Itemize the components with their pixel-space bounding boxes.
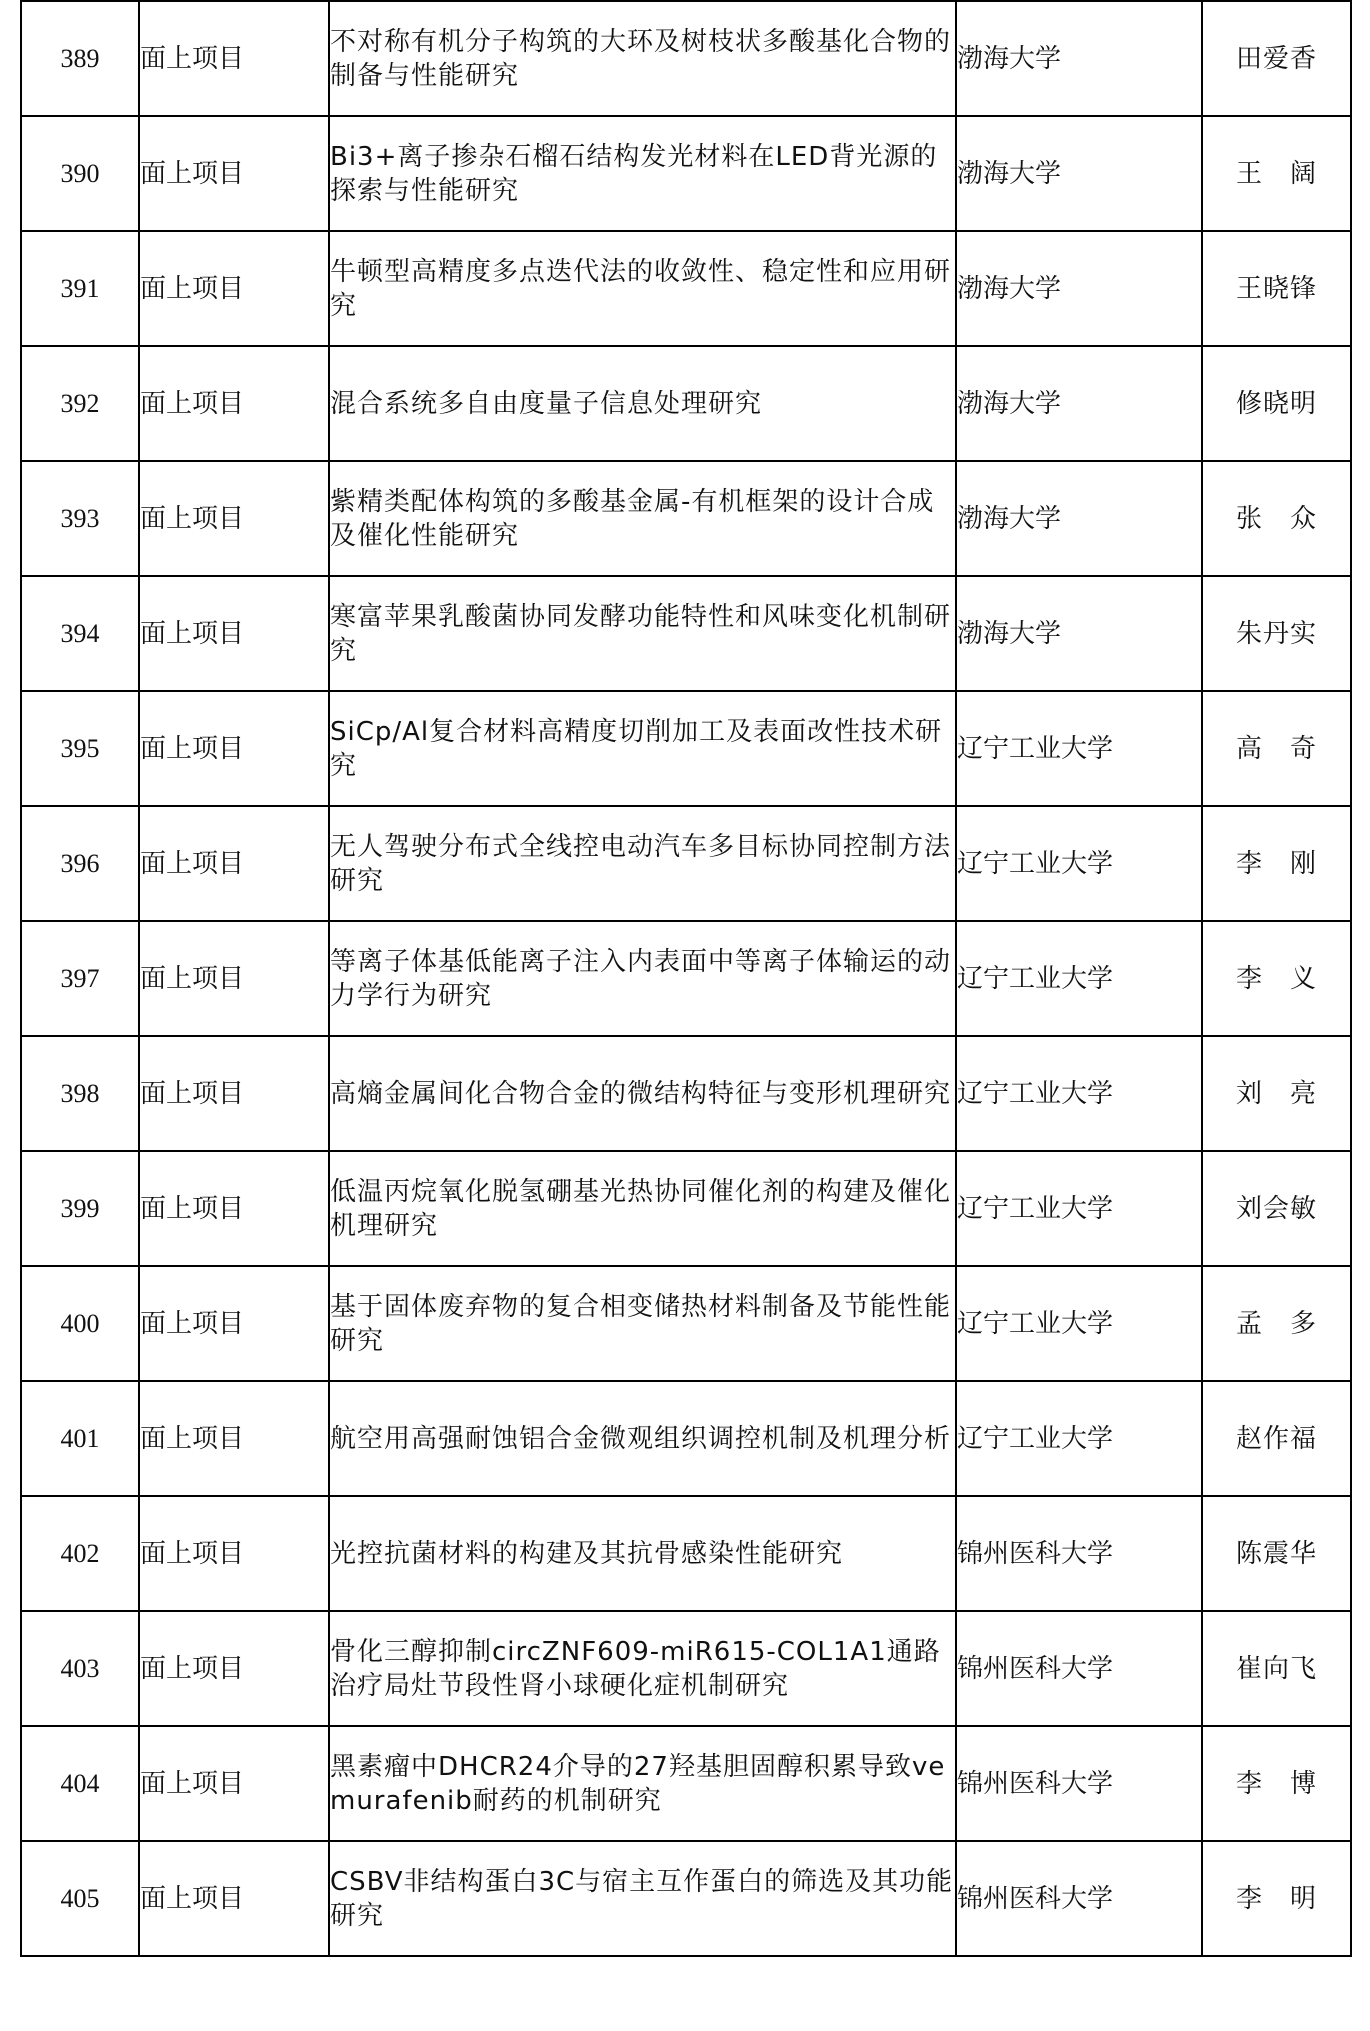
project-type: 面上项目 [139, 346, 329, 461]
table-row [21, 116, 1351, 231]
table-row [21, 1726, 1351, 1841]
institution: 渤海大学 [956, 346, 1202, 461]
row-number: 397 [21, 921, 139, 1036]
table-row [21, 461, 1351, 576]
principal-investigator: 崔向飞 [1202, 1611, 1351, 1726]
project-table [20, 0, 1352, 1957]
row-number: 393 [21, 461, 139, 576]
project-type: 面上项目 [139, 1266, 329, 1381]
principal-investigator: 朱丹实 [1202, 576, 1351, 691]
project-title: 低温丙烷氧化脱氢硼基光热协同催化剂的构建及催化机理研究 [329, 1151, 956, 1266]
project-title: 航空用高强耐蚀铝合金微观组织调控机制及机理分析 [329, 1381, 956, 1496]
row-number: 395 [21, 691, 139, 806]
institution: 渤海大学 [956, 116, 1202, 231]
project-type: 面上项目 [139, 1, 329, 116]
project-type: 面上项目 [139, 1381, 329, 1496]
project-title: 等离子体基低能离子注入内表面中等离子体输运的动力学行为研究 [329, 921, 956, 1036]
principal-investigator: 李 博 [1202, 1726, 1351, 1841]
principal-investigator: 王 阔 [1202, 116, 1351, 231]
institution: 锦州医科大学 [956, 1726, 1202, 1841]
principal-investigator: 孟 多 [1202, 1266, 1351, 1381]
project-title: 牛顿型高精度多点迭代法的收敛性、稳定性和应用研究 [329, 231, 956, 346]
project-title: Bi3+离子掺杂石榴石结构发光材料在LED背光源的探索与性能研究 [329, 116, 956, 231]
institution: 辽宁工业大学 [956, 921, 1202, 1036]
project-type: 面上项目 [139, 1841, 329, 1956]
table-row [21, 1611, 1351, 1726]
project-list-page [20, 0, 1350, 1957]
institution: 辽宁工业大学 [956, 691, 1202, 806]
project-type: 面上项目 [139, 576, 329, 691]
institution: 锦州医科大学 [956, 1496, 1202, 1611]
row-number: 392 [21, 346, 139, 461]
row-number: 398 [21, 1036, 139, 1151]
principal-investigator: 高 奇 [1202, 691, 1351, 806]
project-type: 面上项目 [139, 116, 329, 231]
principal-investigator: 修晓明 [1202, 346, 1351, 461]
table-row [21, 1381, 1351, 1496]
principal-investigator: 刘 亮 [1202, 1036, 1351, 1151]
table-row [21, 1266, 1351, 1381]
row-number: 399 [21, 1151, 139, 1266]
project-type: 面上项目 [139, 1496, 329, 1611]
table-row [21, 1841, 1351, 1956]
principal-investigator: 刘会敏 [1202, 1151, 1351, 1266]
institution: 辽宁工业大学 [956, 806, 1202, 921]
project-type: 面上项目 [139, 461, 329, 576]
project-type: 面上项目 [139, 921, 329, 1036]
table-row [21, 1496, 1351, 1611]
project-title: 紫精类配体构筑的多酸基金属-有机框架的设计合成及催化性能研究 [329, 461, 956, 576]
table-row [21, 576, 1351, 691]
project-title: 骨化三醇抑制circZNF609-miR615-COL1A1通路治疗局灶节段性肾小球硬化症机制研究 [329, 1611, 956, 1726]
project-type: 面上项目 [139, 1726, 329, 1841]
project-title: 无人驾驶分布式全线控电动汽车多目标协同控制方法研究 [329, 806, 956, 921]
institution: 渤海大学 [956, 231, 1202, 346]
project-title: 高熵金属间化合物合金的微结构特征与变形机理研究 [329, 1036, 956, 1151]
row-number: 394 [21, 576, 139, 691]
row-number: 405 [21, 1841, 139, 1956]
institution: 辽宁工业大学 [956, 1036, 1202, 1151]
principal-investigator: 李 刚 [1202, 806, 1351, 921]
project-title: 基于固体废弃物的复合相变储热材料制备及节能性能研究 [329, 1266, 956, 1381]
row-number: 391 [21, 231, 139, 346]
project-title: CSBV非结构蛋白3C与宿主互作蛋白的筛选及其功能研究 [329, 1841, 956, 1956]
row-number: 401 [21, 1381, 139, 1496]
institution: 辽宁工业大学 [956, 1381, 1202, 1496]
table-row [21, 806, 1351, 921]
row-number: 402 [21, 1496, 139, 1611]
principal-investigator: 李 明 [1202, 1841, 1351, 1956]
institution: 渤海大学 [956, 576, 1202, 691]
project-type: 面上项目 [139, 231, 329, 346]
table-row [21, 921, 1351, 1036]
institution: 辽宁工业大学 [956, 1151, 1202, 1266]
table-row [21, 1036, 1351, 1151]
project-type: 面上项目 [139, 1151, 329, 1266]
project-title: 寒富苹果乳酸菌协同发酵功能特性和风味变化机制研究 [329, 576, 956, 691]
row-number: 390 [21, 116, 139, 231]
project-type: 面上项目 [139, 691, 329, 806]
table-row [21, 346, 1351, 461]
institution: 渤海大学 [956, 461, 1202, 576]
principal-investigator: 王晓锋 [1202, 231, 1351, 346]
row-number: 400 [21, 1266, 139, 1381]
table-row [21, 1, 1351, 116]
principal-investigator: 田爱香 [1202, 1, 1351, 116]
institution: 辽宁工业大学 [956, 1266, 1202, 1381]
table-row [21, 231, 1351, 346]
project-type: 面上项目 [139, 806, 329, 921]
table-row [21, 1151, 1351, 1266]
project-type: 面上项目 [139, 1611, 329, 1726]
row-number: 389 [21, 1, 139, 116]
principal-investigator: 陈震华 [1202, 1496, 1351, 1611]
row-number: 404 [21, 1726, 139, 1841]
project-type: 面上项目 [139, 1036, 329, 1151]
project-title: SiCp/Al复合材料高精度切削加工及表面改性技术研究 [329, 691, 956, 806]
institution: 锦州医科大学 [956, 1841, 1202, 1956]
project-title: 光控抗菌材料的构建及其抗骨感染性能研究 [329, 1496, 956, 1611]
project-title: 黑素瘤中DHCR24介导的27羟基胆固醇积累导致vemurafenib耐药的机制研究 [329, 1726, 956, 1841]
project-title: 不对称有机分子构筑的大环及树枝状多酸基化合物的制备与性能研究 [329, 1, 956, 116]
row-number: 403 [21, 1611, 139, 1726]
institution: 锦州医科大学 [956, 1611, 1202, 1726]
row-number: 396 [21, 806, 139, 921]
principal-investigator: 李 义 [1202, 921, 1351, 1036]
principal-investigator: 张 众 [1202, 461, 1351, 576]
table-row [21, 691, 1351, 806]
institution: 渤海大学 [956, 1, 1202, 116]
project-title: 混合系统多自由度量子信息处理研究 [329, 346, 956, 461]
principal-investigator: 赵作福 [1202, 1381, 1351, 1496]
